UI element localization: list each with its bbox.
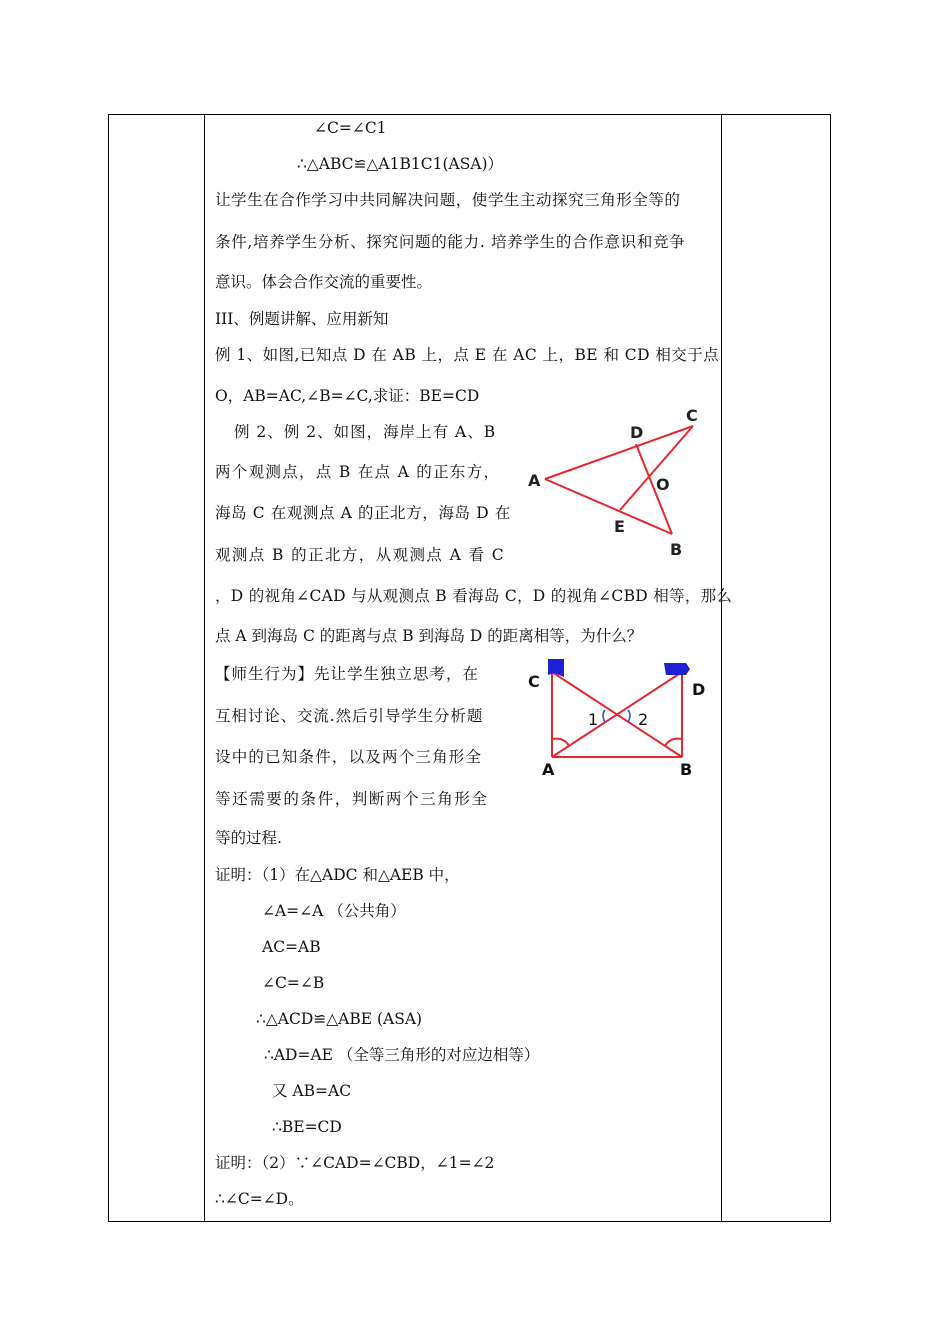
table-right-border (830, 114, 831, 1222)
paragraph-line: 意识。体会合作交流的重要性。 (215, 273, 433, 291)
proof2-step: ∴∠C=∠D。 (215, 1190, 304, 1208)
table-left-border (108, 114, 109, 1222)
table-top-border (108, 114, 831, 115)
table-col-divider-1 (204, 114, 205, 1222)
angle-arc-a (552, 739, 569, 746)
example2-line: 例 2、例 2、如图，海岸上有 A、B (234, 423, 497, 441)
section-heading: III、例题讲解、应用新知 (215, 310, 389, 328)
proof1-step: ∴△ACD≌△ABE (ASA) (256, 1010, 423, 1028)
label-a: A (542, 760, 555, 779)
table-col-divider-2 (721, 114, 722, 1222)
teacher-student-line: 互相讨论、交流.然后引导学生分析题 (215, 707, 484, 725)
example2-line: 海岛 C 在观测点 A 的正北方，海岛 D 在 (215, 504, 511, 522)
figure-triangle-diagram (520, 400, 710, 570)
proof1-step: ∠A=∠A （公共角） (262, 902, 406, 920)
label-angle-1: 1 (588, 710, 599, 729)
example1-line: O，AB=AC,∠B=∠C,求证：BE=CD (215, 387, 480, 405)
angle-arc-b (665, 739, 682, 746)
island-d-shape (664, 663, 690, 675)
angle-arc-2 (628, 710, 630, 722)
table-bottom-border (108, 1221, 831, 1222)
example2-line: 两个观测点，点 B 在点 A 的正东方， (215, 463, 501, 481)
figure-observation-diagram (520, 655, 720, 785)
paragraph-line: 条件,培养学生分析、探究问题的能力. 培养学生的合作意识和竞争 (215, 233, 686, 251)
proof1-step: ∴AD=AE （全等三角形的对应边相等） (264, 1046, 540, 1064)
proof1-step: ∴BE=CD (272, 1118, 342, 1136)
label-angle-2: 2 (638, 710, 649, 729)
proof-line-angle-c: ∠C=∠C1 (314, 119, 387, 137)
label-c: C (528, 672, 540, 691)
proof2-heading: 证明：（2）∵∠CAD=∠CBD，∠1=∠2 (215, 1154, 495, 1172)
label-b: B (670, 540, 683, 559)
proof-line-congruent: ∴△ABC≌△A1B1C1(ASA)） (297, 155, 504, 173)
label-a: A (528, 471, 541, 490)
example2-line: 观测点 B 的正北方，从观测点 A 看 C (215, 546, 505, 564)
proof1-step: ∠C=∠B (262, 974, 325, 992)
teacher-student-line: 设中的已知条件，以及两个三角形全 (215, 748, 483, 766)
label-e: E (614, 517, 625, 536)
example2-line: 点 A 到海岛 C 的距离与点 B 到海岛 D 的距离相等，为什么？ (215, 627, 643, 645)
teacher-student-line: 【师生行为】先让学生独立思考，在 (215, 665, 480, 683)
teacher-student-line: 等还需要的条件，判断两个三角形全 (215, 790, 489, 808)
paragraph-line: 让学生在合作学习中共同解决问题，使学生主动探究三角形全等的 (215, 191, 681, 209)
label-d: D (630, 423, 644, 442)
teacher-student-line: 等的过程. (215, 829, 282, 847)
example2-line: ，D 的视角∠CAD 与从观测点 B 看海岛 C，D 的视角∠CBD 相等，那么 (215, 587, 733, 605)
label-d: D (692, 680, 706, 699)
proof1-step: 又 AB=AC (272, 1082, 352, 1100)
example1-line: 例 1、如图,已知点 D 在 AB 上，点 E 在 AC 上，BE 和 CD 相交于点 (215, 346, 720, 364)
angle-arc-1 (603, 710, 605, 722)
label-b: B (680, 760, 693, 779)
proof1-heading: 证明：（1）在△ADC 和△AEB 中， (215, 866, 460, 884)
label-c: C (686, 406, 698, 425)
label-o: O (656, 475, 670, 494)
proof1-step: AC=AB (262, 938, 321, 956)
